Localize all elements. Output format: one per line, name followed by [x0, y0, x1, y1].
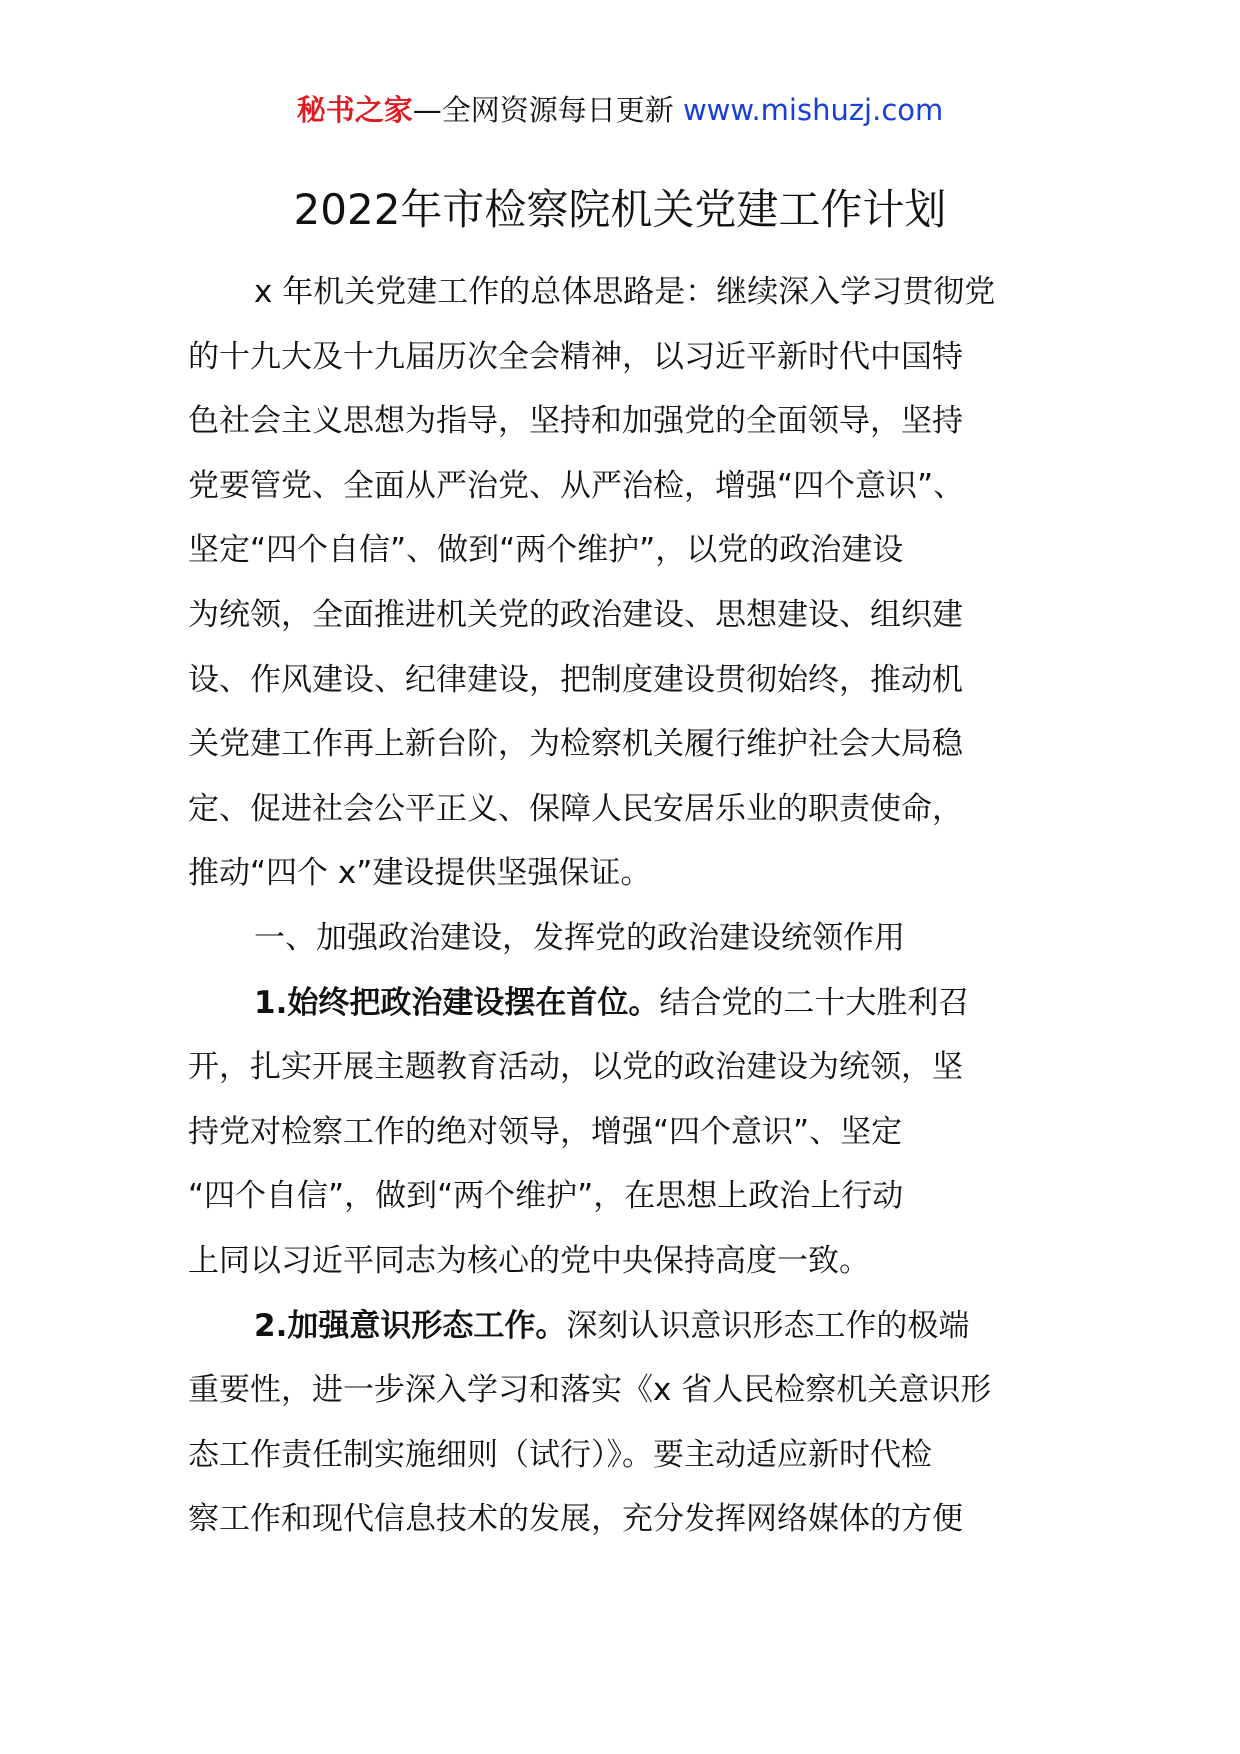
- item-1-text: 结合党的二十大胜利召: [659, 984, 970, 1021]
- paragraph-line: 态工作责任制实施细则（试行）》。要主动适应新时代检: [188, 1436, 932, 1473]
- paragraph-line: 推动“四个 x”建设提供坚强保证。: [188, 855, 652, 892]
- paragraph-line: 定、促进社会公平正义、保障人民安居乐业的职责使命，: [188, 790, 963, 827]
- item-2-first-line: [188, 1294, 1068, 1359]
- paragraph-line: 开，扎实开展主题教育活动，以党的政治建设为统领，坚: [188, 1049, 963, 1086]
- item-1-heading: 1.始终把政治建设摆在首位。: [254, 984, 660, 1021]
- paragraph-line: 察工作和现代信息技术的发展，充分发挥网络媒体的方便: [188, 1501, 963, 1538]
- document-title: 2022年市检察院机关党建工作计划: [293, 185, 947, 234]
- brand-name: 秘书之家: [296, 93, 413, 127]
- paragraph-line: 上同以习近平同志为核心的党中央保持高度一致。: [188, 1242, 870, 1279]
- header-url-link[interactable]: www.mishuzj.com: [682, 93, 944, 127]
- item-2-heading: 2.加强意识形态工作。: [254, 1307, 567, 1344]
- paragraph-line: 色社会主义思想为指导，坚持和加强党的全面领导，坚持: [188, 403, 963, 440]
- site-header: [0, 90, 1240, 130]
- item-2-text: 深刻认识意识形态工作的极端: [566, 1307, 970, 1344]
- paragraph-line: 重要性，进一步深入学习和落实《x 省人民检察机关意识形: [188, 1372, 992, 1409]
- paragraph-line: 为统领，全面推进机关党的政治建设、思想建设、组织建: [188, 596, 963, 633]
- paragraph-line: 坚定“四个自信”、做到“两个维护”，以党的政治建设: [188, 532, 904, 569]
- paragraph-line: 持党对检察工作的绝对领导，增强“四个意识”、坚定: [188, 1113, 903, 1150]
- section-heading: 一、加强政治建设，发挥党的政治建设统领作用: [254, 919, 905, 956]
- paragraph-line: 党要管党、全面从严治党、从严治检，增强“四个意识”、: [188, 467, 965, 504]
- paragraph-line: 的十九大及十九届历次全会精神，以习近平新时代中国特: [188, 338, 963, 375]
- paragraph-line: 关党建工作再上新台阶，为检察机关履行维护社会大局稳: [188, 726, 963, 763]
- paragraph-line: “四个自信”，做到“两个维护”，在思想上政治上行动: [188, 1178, 904, 1215]
- document-body: [188, 260, 1068, 1552]
- header-tagline: —全网资源每日更新: [412, 93, 683, 127]
- item-1-first-line: [188, 971, 1068, 1036]
- paragraph-line: x 年机关党建工作的总体思路是：继续深入学习贯彻党: [254, 274, 996, 310]
- paragraph-line: 设、作风建设、纪律建设，把制度建设贯彻始终，推动机: [188, 661, 963, 698]
